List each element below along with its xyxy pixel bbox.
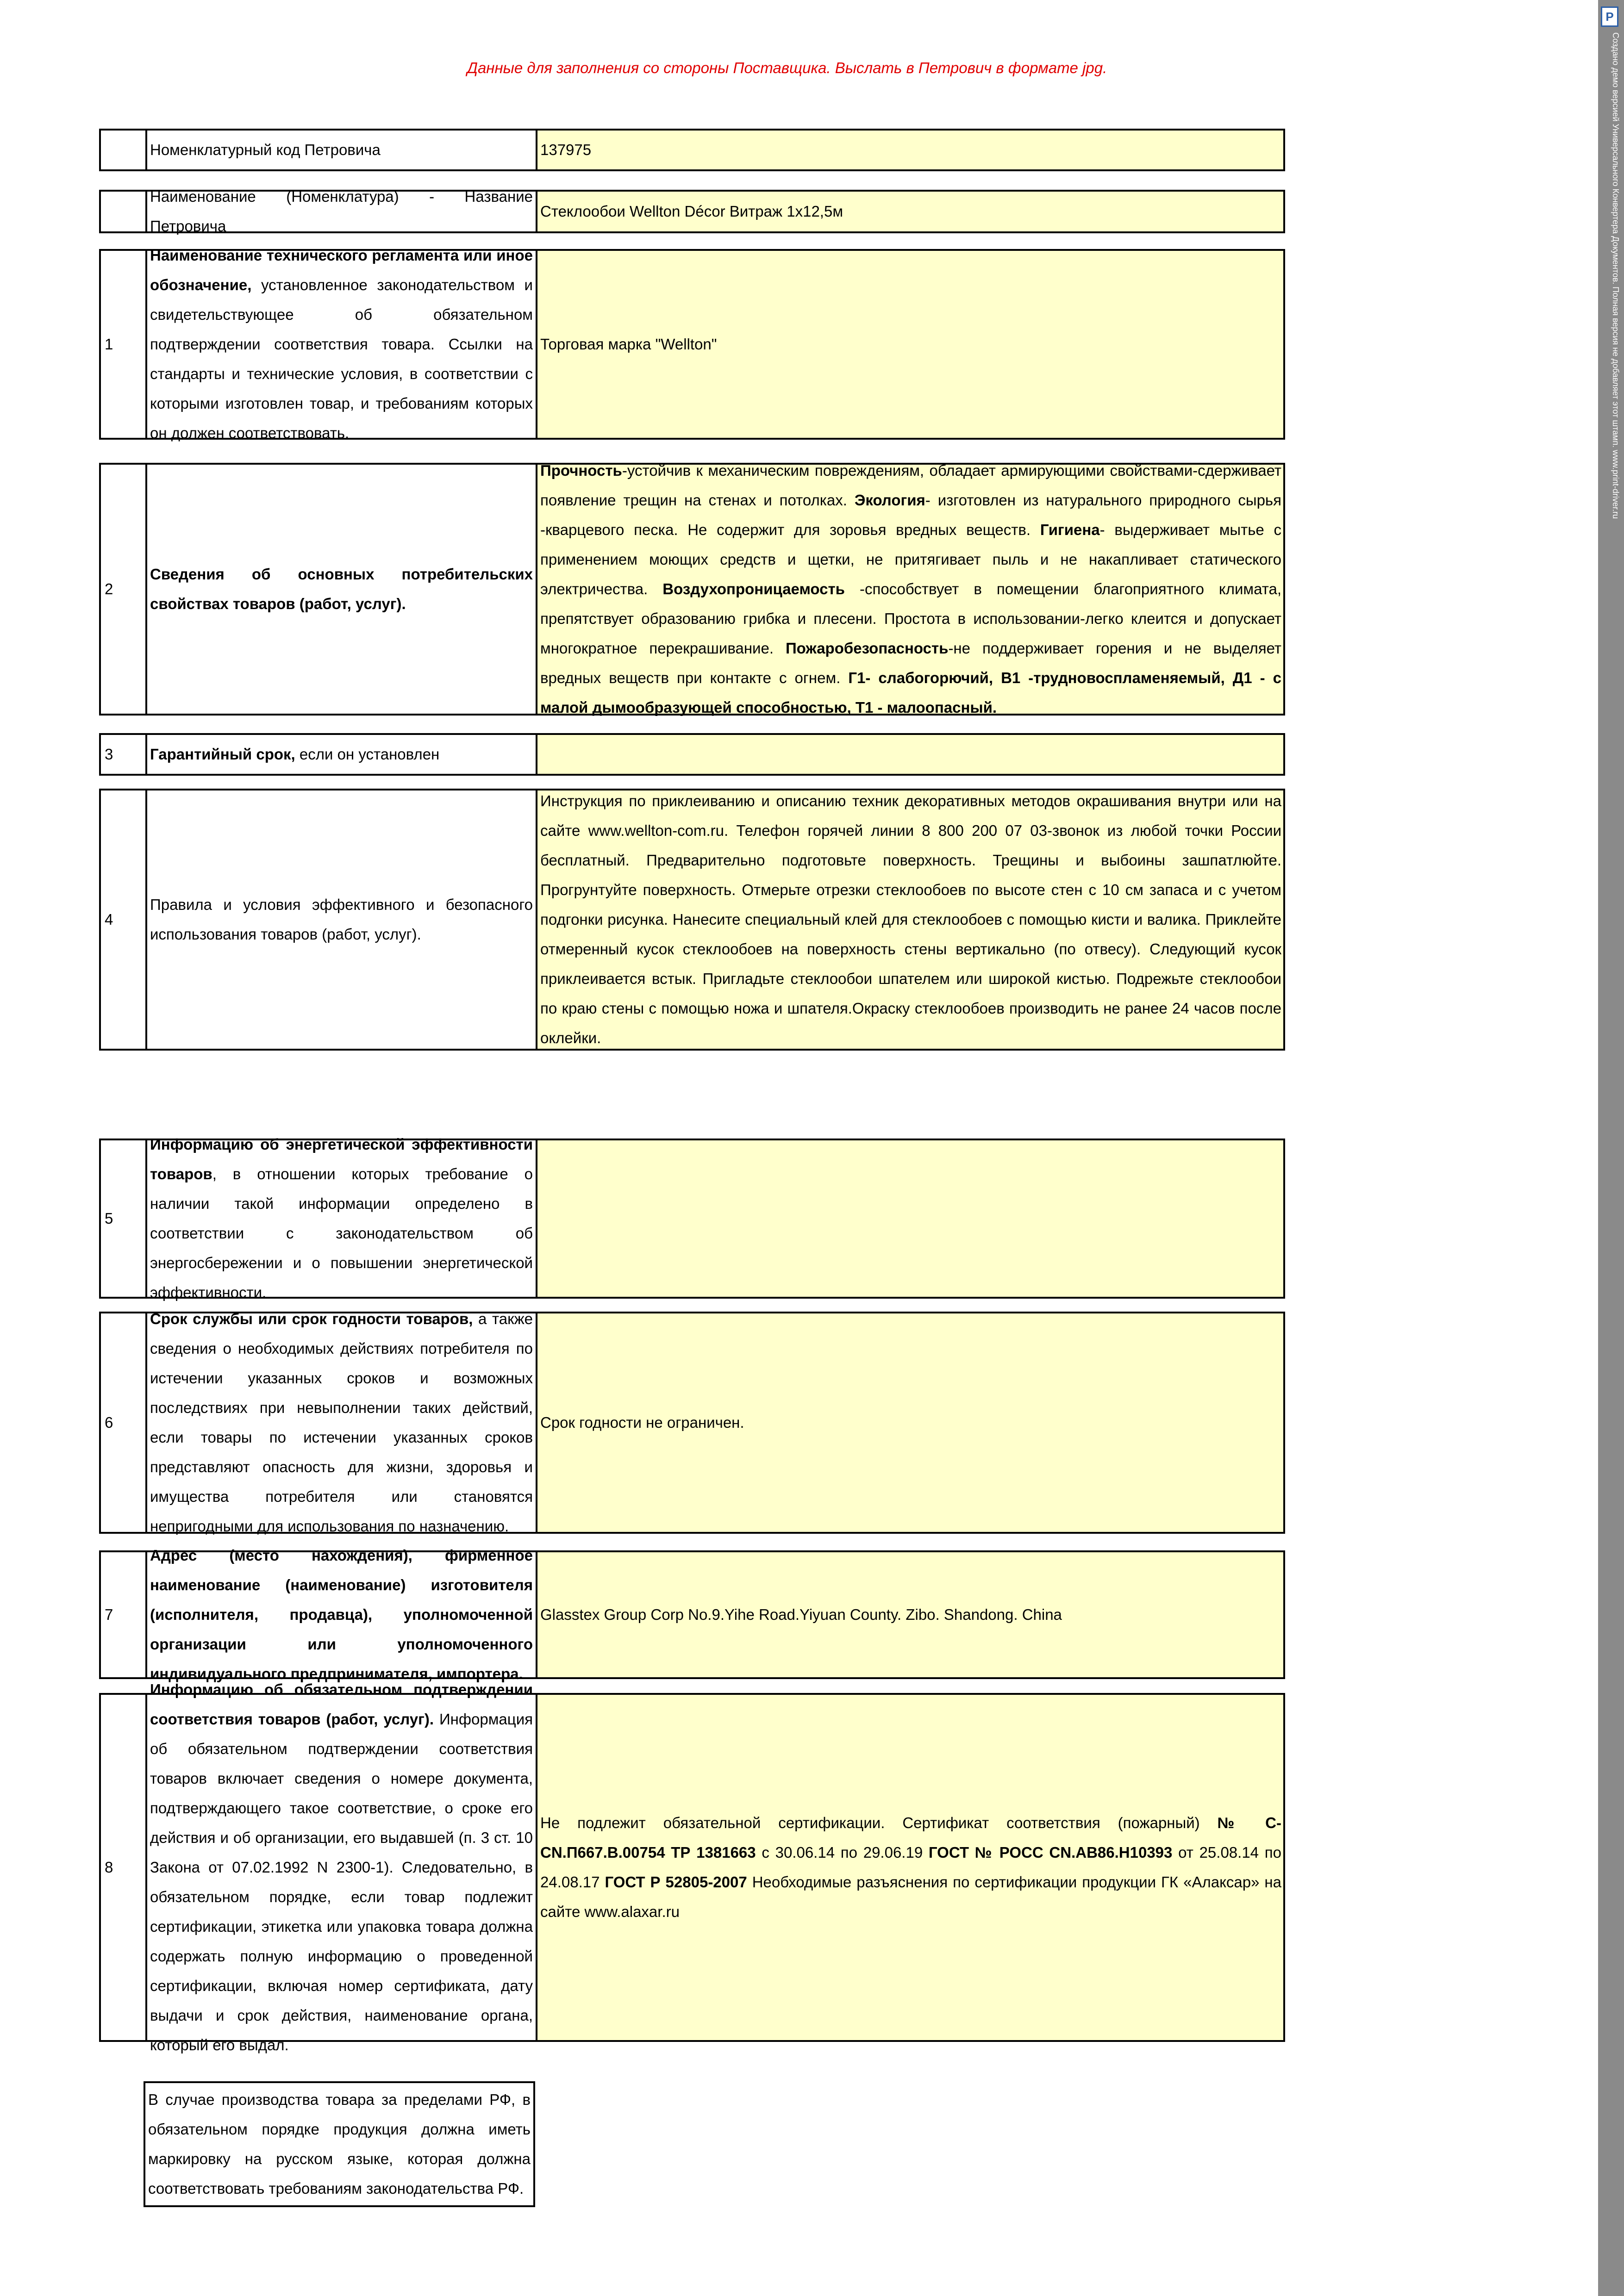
row-number: 1: [101, 251, 147, 438]
row-value: [537, 131, 1283, 169]
row-number: 5: [101, 1140, 147, 1297]
row-name: [99, 190, 1285, 233]
row-label: [147, 735, 537, 774]
converter-logo-icon: Р: [1601, 6, 1618, 27]
label-text: , в отношении которых требование о наличии такой информации определено в соответствии с законодательством об энергосбережении и о повышении энергетической эффективности.: [150, 1165, 533, 1301]
row-3: [99, 733, 1285, 776]
row-4: [99, 789, 1285, 1051]
value-bold: Гигиена: [1040, 521, 1100, 538]
row-2: [99, 463, 1285, 716]
label-bold: Гарантийный срок,: [150, 746, 295, 763]
row-8: [99, 1681, 1285, 2053]
row-label: [147, 1547, 537, 1682]
row-label: [147, 790, 537, 1049]
value-text: -устойчив к механическим повреждениям, обладает армирующими свойствами-сдерживает появление трещин на стенах и потолках.: [540, 462, 1281, 509]
label-bold: Информацию об энергетической эффективности товаров: [150, 1136, 533, 1182]
row-label: [147, 465, 537, 714]
row-5: [99, 1136, 1285, 1301]
value-bold: Прочность: [540, 462, 622, 479]
row-number: 3: [101, 735, 147, 774]
label-text: Информация об обязательном подтверждении соответствия товаров включает сведения о номере документа, подтверждающего такое соответствие, о сроке его действия и об организации, его выдавшей (п. 3 ст. 10 Закона от 07.02.1992 N 2300-1). Следовательно, в обязательном порядке, если товар подлежит сертификации, этикетка или упаковка товара должна содержать полную информацию о проведенной сертификации, включая номер сертификата, дату выдачи и срок действия, наименование органа, который его выдал.: [150, 1711, 533, 2053]
value-bold: Экология: [854, 492, 925, 509]
value-text: Инструкция по приклеиванию и описанию техник декоративных методов окрашивания внутри или на сайте www.wellton-com.ru. Телефон горячей линии 8 800 200 07 03-звонок из любой точки России бесплатный. Предварительно подготовьте поверхность. Трещины и выбоины зашпатлюйте. Прогрунтуйте поверхность. Отмерьте отрезки стеклообоев по высоте стен с 10 см запаса и с учетом подгонки рисунка. Нанесите специальный клей для стеклообоев с помощью кисти и валика. Приклейте отмеренный кусок стеклообоев на поверхность стены вертикально (по отвесу). Следующий кусок приклеивается встык. Пригладьте стеклообои шпателем или широкой кистью. Подрежьте стеклообои по краю стены с помощью ножа и шпателя.Окраску стеклообоев производить не ранее 24 часов после оклейки.: [540, 792, 1281, 1046]
value-text: Glasstex Group Corp No.9.Yihe Road.Yiyuan County. Zibo. Shandong. China: [540, 1606, 1062, 1623]
code-label: Номенклатурный код Петровича: [150, 141, 381, 158]
value-text: с 30.06.14 по 29.06.19: [756, 1844, 929, 1861]
value-bold: ГОСТ № РОСС CN.АВ86.Н10393: [928, 1844, 1173, 1861]
value-text: -не поддерживает горения и не выделяет вредных веществ при контакте с огнем.: [540, 640, 1281, 686]
row-value: [537, 1140, 1283, 1297]
footer-note: [144, 2081, 535, 2207]
page-header: Данные для заполнения со стороны Поставщика. Выслать в Петрович в формате jpg.: [467, 59, 1107, 76]
label-text: если он установлен: [295, 746, 440, 763]
row-value: [537, 1552, 1283, 1677]
label-bold: Адрес (место нахождения), фирменное наименование (наименование) изготовителя (исполнителя, продавца), уполномоченной организации или уполномоченного индивидуального предпринимателя, импортера.: [150, 1547, 533, 1682]
value-text: Торговая марка "Wellton": [540, 336, 717, 353]
row-label: [147, 188, 537, 235]
value-bold: Пожаробезопасность: [785, 640, 949, 657]
row-value: [537, 790, 1283, 1049]
value-bold: № С-CN.П667.В.00754 ТР 1381663: [540, 1814, 1282, 1861]
name-label: Наименование (Номенклатура) - Название Петровича: [150, 188, 533, 235]
label-text: установленное законодательством и свидетельствующее об обязательном подтверждении соответствия товара. Ссылки на стандарты и технические условия, в соответствии с которыми изготовлен товар, и требованиям которых он должен соответствовать.: [150, 276, 533, 442]
row-value: [537, 1313, 1283, 1532]
row-number: 2: [101, 465, 147, 714]
row-label: [147, 1681, 537, 2053]
watermark-sidebar: [1598, 0, 1624, 2296]
row-number: 4: [101, 790, 147, 1049]
label-text: Правила и условия эффективного и безопасного использования товаров (работ, услуг).: [150, 896, 533, 943]
row-1: [99, 249, 1285, 440]
label-text: а также сведения о необходимых действиях потребителя по истечении указанных сроков и возможных последствиях при невыполнении таких действий, если товары по истечении указанных сроков представляют опасность для жизни, здоровья и имущества потребителя или становятся непригодными для использования по назначению.: [150, 1310, 533, 1535]
value-text: Не подлежит обязательной сертификации. Сертификат соответствия (пожарный): [540, 1814, 1218, 1831]
value-bold: Г1- слабогорючий, В1 -трудновоспламеняемый, Д1 - с малой дымообразующей способностью, Т1 - малоопасный.: [540, 669, 1281, 716]
label-bold: Сведения об основных потребительских свойствах товаров (работ, услуг).: [150, 566, 533, 612]
value-text: - выдерживает мытье с применением моющих средств и щетки, не притягивает пыль и не накапливает статического электричества.: [540, 521, 1281, 597]
footer-note-text: В случае производства товара за пределами РФ, в обязательном порядке продукция должна иметь маркировку на русском языке, которая должна соответствовать требованиям законодательства РФ.: [148, 2091, 531, 2197]
code-value: 137975: [540, 141, 592, 158]
row-code: [99, 129, 1285, 171]
row-value: [537, 1695, 1283, 2040]
row-number: [101, 131, 147, 169]
row-value: [537, 462, 1283, 716]
row-6: [99, 1312, 1285, 1534]
label-bold: Наименование технического регламента или иное обозначение,: [150, 247, 533, 293]
watermark-text: Создано демо версией Универсального Конвертера Документов. Полная версия не добавляет этот штамп. www.print-driver.ru: [1611, 32, 1620, 519]
value-bold: Воздухопроницаемость: [662, 580, 845, 597]
value-text: - изготовлен из натурального природного сырья -кварцевого песка. Не содержит для зоровья вредных веществ.: [540, 492, 1281, 538]
value-bold: ГОСТ Р 52805-2007: [605, 1873, 747, 1891]
value-text: Необходимые разъяснения по сертификации продукции ГК «Алаксар» на сайте www.alaxar.ru: [540, 1873, 1282, 1920]
row-label: [147, 1310, 537, 1535]
name-value: Стеклообои Wellton Décor Витраж 1х12,5м: [540, 203, 843, 220]
label-bold: Срок службы или срок годности товаров,: [150, 1310, 473, 1327]
value-text: Срок годности не ограничен.: [540, 1414, 744, 1431]
row-value: [537, 192, 1283, 231]
row-number: 7: [101, 1552, 147, 1677]
value-text: от 25.08.14 по 24.08.17: [540, 1844, 1281, 1891]
row-number: 8: [101, 1695, 147, 2040]
row-label: [147, 247, 537, 442]
row-value: [537, 735, 1283, 774]
value-text: -способствует в помещении благоприятного климата, препятствует образованию грибка и плесени. Простота в использовании-легко клеится и допускает многократное перекрашивание.: [540, 580, 1281, 657]
label-bold: Информацию об обязательном подтверждении соответствия товаров (работ, услуг).: [150, 1681, 533, 1728]
row-label: [147, 1136, 537, 1301]
row-7: [99, 1547, 1285, 1682]
row-value: [537, 251, 1283, 438]
row-number: 6: [101, 1313, 147, 1532]
row-label: [147, 131, 537, 169]
row-number: [101, 192, 147, 231]
